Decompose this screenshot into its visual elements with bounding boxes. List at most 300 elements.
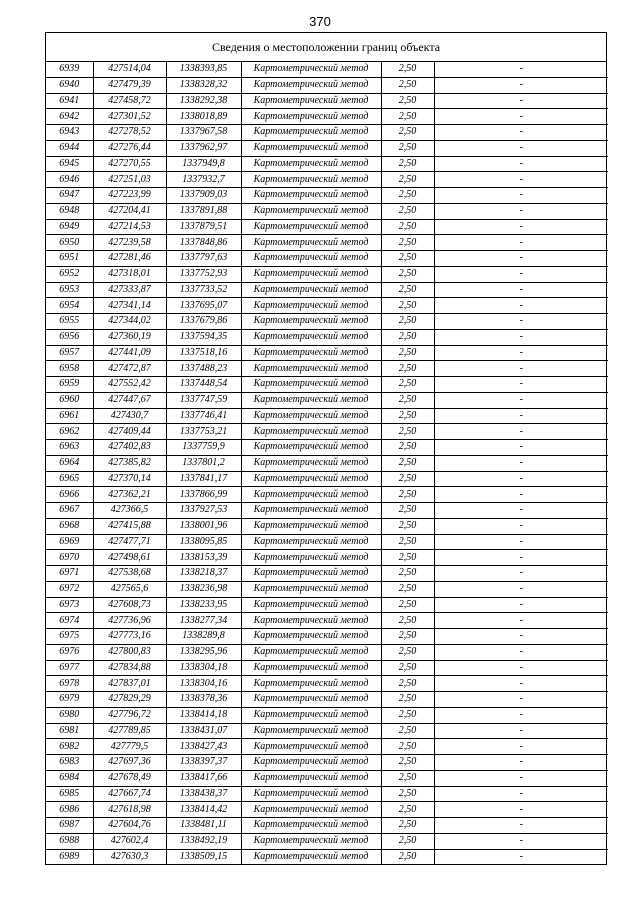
table-row xyxy=(46,156,608,172)
description-cell: - xyxy=(434,329,608,345)
description-cell: - xyxy=(434,62,608,77)
table-row xyxy=(46,723,608,739)
method-cell: Картометрический метод xyxy=(241,660,381,676)
y-coordinate-cell: 1337891,88 xyxy=(166,203,241,219)
method-cell: Картометрический метод xyxy=(241,597,381,613)
table-row xyxy=(46,140,608,156)
accuracy-cell: 2,50 xyxy=(381,692,434,708)
x-coordinate-cell: 427333,87 xyxy=(93,282,166,298)
method-cell: Картометрический метод xyxy=(241,235,381,251)
point-number-cell: 6946 xyxy=(46,172,93,188)
description-cell: - xyxy=(434,660,608,676)
y-coordinate-cell: 1338095,85 xyxy=(166,534,241,550)
x-coordinate-cell: 427276,44 xyxy=(93,140,166,156)
description-cell: - xyxy=(434,109,608,125)
point-number-cell: 6949 xyxy=(46,219,93,235)
table-row xyxy=(46,109,608,125)
y-coordinate-cell: 1337927,53 xyxy=(166,503,241,519)
page-number: 370 xyxy=(309,14,331,29)
method-cell: Картометрический метод xyxy=(241,581,381,597)
y-coordinate-cell: 1338481,11 xyxy=(166,818,241,834)
accuracy-cell: 2,50 xyxy=(381,251,434,267)
accuracy-cell: 2,50 xyxy=(381,550,434,566)
description-cell: - xyxy=(434,93,608,109)
table-row xyxy=(46,345,608,361)
method-cell: Картометрический метод xyxy=(241,219,381,235)
accuracy-cell: 2,50 xyxy=(381,755,434,771)
table-row xyxy=(46,629,608,645)
method-cell: Картометрический метод xyxy=(241,188,381,204)
description-cell: - xyxy=(434,172,608,188)
x-coordinate-cell: 427608,73 xyxy=(93,597,166,613)
x-coordinate-cell: 427430,7 xyxy=(93,408,166,424)
description-cell: - xyxy=(434,833,608,849)
y-coordinate-cell: 1337753,21 xyxy=(166,424,241,440)
point-number-cell: 6969 xyxy=(46,534,93,550)
description-cell: - xyxy=(434,440,608,456)
method-cell: Картометрический метод xyxy=(241,518,381,534)
y-coordinate-cell: 1337518,16 xyxy=(166,345,241,361)
accuracy-cell: 2,50 xyxy=(381,503,434,519)
table-row xyxy=(46,424,608,440)
description-cell: - xyxy=(434,644,608,660)
x-coordinate-cell: 427385,82 xyxy=(93,455,166,471)
y-coordinate-cell: 1338218,37 xyxy=(166,566,241,582)
table-row xyxy=(46,377,608,393)
point-number-cell: 6981 xyxy=(46,723,93,739)
point-number-cell: 6960 xyxy=(46,392,93,408)
method-cell: Картометрический метод xyxy=(241,203,381,219)
x-coordinate-cell: 427204,41 xyxy=(93,203,166,219)
accuracy-cell: 2,50 xyxy=(381,597,434,613)
table-row xyxy=(46,566,608,582)
x-coordinate-cell: 427779,5 xyxy=(93,739,166,755)
description-cell: - xyxy=(434,676,608,692)
method-cell: Картометрический метод xyxy=(241,172,381,188)
y-coordinate-cell: 1338492,19 xyxy=(166,833,241,849)
accuracy-cell: 2,50 xyxy=(381,802,434,818)
point-number-cell: 6988 xyxy=(46,833,93,849)
y-coordinate-cell: 1338378,36 xyxy=(166,692,241,708)
x-coordinate-cell: 427458,72 xyxy=(93,93,166,109)
method-cell: Картометрический метод xyxy=(241,282,381,298)
x-coordinate-cell: 427251,03 xyxy=(93,172,166,188)
y-coordinate-cell: 1337695,07 xyxy=(166,298,241,314)
accuracy-cell: 2,50 xyxy=(381,818,434,834)
method-cell: Картометрический метод xyxy=(241,613,381,629)
section-title: Сведения о местоположении границ объекта xyxy=(46,33,606,62)
y-coordinate-cell: 1337801,2 xyxy=(166,455,241,471)
method-cell: Картометрический метод xyxy=(241,503,381,519)
y-coordinate-cell: 1337962,97 xyxy=(166,140,241,156)
x-coordinate-cell: 427667,74 xyxy=(93,786,166,802)
y-coordinate-cell: 1338001,96 xyxy=(166,518,241,534)
point-number-cell: 6957 xyxy=(46,345,93,361)
table-row xyxy=(46,644,608,660)
method-cell: Картометрический метод xyxy=(241,534,381,550)
point-number-cell: 6985 xyxy=(46,786,93,802)
accuracy-cell: 2,50 xyxy=(381,156,434,172)
y-coordinate-cell: 1338236,98 xyxy=(166,581,241,597)
x-coordinate-cell: 427301,52 xyxy=(93,109,166,125)
x-coordinate-cell: 427318,01 xyxy=(93,266,166,282)
table-row xyxy=(46,550,608,566)
point-number-cell: 6975 xyxy=(46,629,93,645)
description-cell: - xyxy=(434,566,608,582)
method-cell: Картометрический метод xyxy=(241,345,381,361)
table-row xyxy=(46,203,608,219)
method-cell: Картометрический метод xyxy=(241,707,381,723)
description-cell: - xyxy=(434,503,608,519)
y-coordinate-cell: 1337759,9 xyxy=(166,440,241,456)
accuracy-cell: 2,50 xyxy=(381,125,434,141)
y-coordinate-cell: 1338414,18 xyxy=(166,707,241,723)
description-cell: - xyxy=(434,692,608,708)
y-coordinate-cell: 1338431,07 xyxy=(166,723,241,739)
accuracy-cell: 2,50 xyxy=(381,833,434,849)
accuracy-cell: 2,50 xyxy=(381,660,434,676)
boundary-table-frame xyxy=(45,32,607,865)
x-coordinate-cell: 427538,68 xyxy=(93,566,166,582)
table-row xyxy=(46,786,608,802)
description-cell: - xyxy=(434,629,608,645)
y-coordinate-cell: 1337967,58 xyxy=(166,125,241,141)
method-cell: Картометрический метод xyxy=(241,156,381,172)
description-cell: - xyxy=(434,723,608,739)
x-coordinate-cell: 427344,02 xyxy=(93,314,166,330)
accuracy-cell: 2,50 xyxy=(381,518,434,534)
point-number-cell: 6962 xyxy=(46,424,93,440)
y-coordinate-cell: 1338427,43 xyxy=(166,739,241,755)
table-row xyxy=(46,739,608,755)
x-coordinate-cell: 427736,96 xyxy=(93,613,166,629)
table-row xyxy=(46,282,608,298)
method-cell: Картометрический метод xyxy=(241,455,381,471)
description-cell: - xyxy=(434,581,608,597)
point-number-cell: 6941 xyxy=(46,93,93,109)
method-cell: Картометрический метод xyxy=(241,550,381,566)
x-coordinate-cell: 427552,42 xyxy=(93,377,166,393)
x-coordinate-cell: 427514,04 xyxy=(93,62,166,77)
method-cell: Картометрический метод xyxy=(241,298,381,314)
y-coordinate-cell: 1337879,51 xyxy=(166,219,241,235)
method-cell: Картометрический метод xyxy=(241,408,381,424)
table-row xyxy=(46,802,608,818)
x-coordinate-cell: 427447,67 xyxy=(93,392,166,408)
description-cell: - xyxy=(434,156,608,172)
x-coordinate-cell: 427472,87 xyxy=(93,361,166,377)
point-number-cell: 6983 xyxy=(46,755,93,771)
table-row xyxy=(46,818,608,834)
method-cell: Картометрический метод xyxy=(241,140,381,156)
method-cell: Картометрический метод xyxy=(241,487,381,503)
table-row xyxy=(46,455,608,471)
x-coordinate-cell: 427630,3 xyxy=(93,849,166,864)
description-cell: - xyxy=(434,408,608,424)
y-coordinate-cell: 1337752,93 xyxy=(166,266,241,282)
table-row xyxy=(46,503,608,519)
accuracy-cell: 2,50 xyxy=(381,455,434,471)
x-coordinate-cell: 427362,21 xyxy=(93,487,166,503)
accuracy-cell: 2,50 xyxy=(381,581,434,597)
table-row xyxy=(46,392,608,408)
point-number-cell: 6955 xyxy=(46,314,93,330)
description-cell: - xyxy=(434,266,608,282)
description-cell: - xyxy=(434,534,608,550)
point-number-cell: 6982 xyxy=(46,739,93,755)
table-row xyxy=(46,770,608,786)
method-cell: Картометрический метод xyxy=(241,471,381,487)
description-cell: - xyxy=(434,314,608,330)
point-number-cell: 6939 xyxy=(46,62,93,77)
y-coordinate-cell: 1338018,89 xyxy=(166,109,241,125)
point-number-cell: 6984 xyxy=(46,770,93,786)
point-number-cell: 6964 xyxy=(46,455,93,471)
description-cell: - xyxy=(434,424,608,440)
description-cell: - xyxy=(434,77,608,93)
y-coordinate-cell: 1337866,99 xyxy=(166,487,241,503)
point-number-cell: 6951 xyxy=(46,251,93,267)
table-row xyxy=(46,172,608,188)
table-row xyxy=(46,125,608,141)
point-number-cell: 6977 xyxy=(46,660,93,676)
y-coordinate-cell: 1338414,42 xyxy=(166,802,241,818)
method-cell: Картометрический метод xyxy=(241,392,381,408)
x-coordinate-cell: 427618,98 xyxy=(93,802,166,818)
description-cell: - xyxy=(434,739,608,755)
x-coordinate-cell: 427678,49 xyxy=(93,770,166,786)
table-row xyxy=(46,62,608,77)
accuracy-cell: 2,50 xyxy=(381,644,434,660)
description-cell: - xyxy=(434,188,608,204)
accuracy-cell: 2,50 xyxy=(381,361,434,377)
description-cell: - xyxy=(434,613,608,629)
x-coordinate-cell: 427796,72 xyxy=(93,707,166,723)
y-coordinate-cell: 1338509,15 xyxy=(166,849,241,864)
table-row xyxy=(46,329,608,345)
accuracy-cell: 2,50 xyxy=(381,849,434,864)
y-coordinate-cell: 1337594,35 xyxy=(166,329,241,345)
table-row xyxy=(46,440,608,456)
x-coordinate-cell: 427604,76 xyxy=(93,818,166,834)
x-coordinate-cell: 427409,44 xyxy=(93,424,166,440)
point-number-cell: 6943 xyxy=(46,125,93,141)
description-cell: - xyxy=(434,455,608,471)
y-coordinate-cell: 1338417,66 xyxy=(166,770,241,786)
accuracy-cell: 2,50 xyxy=(381,203,434,219)
description-cell: - xyxy=(434,251,608,267)
accuracy-cell: 2,50 xyxy=(381,140,434,156)
x-coordinate-cell: 427498,61 xyxy=(93,550,166,566)
method-cell: Картометрический метод xyxy=(241,377,381,393)
table-row xyxy=(46,755,608,771)
point-number-cell: 6989 xyxy=(46,849,93,864)
method-cell: Картометрический метод xyxy=(241,629,381,645)
method-cell: Картометрический метод xyxy=(241,440,381,456)
accuracy-cell: 2,50 xyxy=(381,345,434,361)
accuracy-cell: 2,50 xyxy=(381,770,434,786)
description-cell: - xyxy=(434,471,608,487)
point-number-cell: 6973 xyxy=(46,597,93,613)
accuracy-cell: 2,50 xyxy=(381,109,434,125)
x-coordinate-cell: 427278,52 xyxy=(93,125,166,141)
accuracy-cell: 2,50 xyxy=(381,392,434,408)
table-row xyxy=(46,314,608,330)
accuracy-cell: 2,50 xyxy=(381,298,434,314)
table-row xyxy=(46,298,608,314)
description-cell: - xyxy=(434,550,608,566)
method-cell: Картометрический метод xyxy=(241,849,381,864)
table-row xyxy=(46,597,608,613)
point-number-cell: 6987 xyxy=(46,818,93,834)
description-cell: - xyxy=(434,518,608,534)
accuracy-cell: 2,50 xyxy=(381,534,434,550)
x-coordinate-cell: 427477,71 xyxy=(93,534,166,550)
y-coordinate-cell: 1338295,96 xyxy=(166,644,241,660)
x-coordinate-cell: 427402,83 xyxy=(93,440,166,456)
x-coordinate-cell: 427360,19 xyxy=(93,329,166,345)
point-number-cell: 6940 xyxy=(46,77,93,93)
method-cell: Картометрический метод xyxy=(241,723,381,739)
accuracy-cell: 2,50 xyxy=(381,471,434,487)
y-coordinate-cell: 1337841,17 xyxy=(166,471,241,487)
table-row xyxy=(46,833,608,849)
point-number-cell: 6945 xyxy=(46,156,93,172)
y-coordinate-cell: 1338438,37 xyxy=(166,786,241,802)
description-cell: - xyxy=(434,235,608,251)
description-cell: - xyxy=(434,203,608,219)
x-coordinate-cell: 427479,39 xyxy=(93,77,166,93)
y-coordinate-cell: 1337488,23 xyxy=(166,361,241,377)
table-row xyxy=(46,534,608,550)
x-coordinate-cell: 427223,99 xyxy=(93,188,166,204)
point-number-cell: 6952 xyxy=(46,266,93,282)
method-cell: Картометрический метод xyxy=(241,424,381,440)
x-coordinate-cell: 427239,58 xyxy=(93,235,166,251)
x-coordinate-cell: 427800,83 xyxy=(93,644,166,660)
y-coordinate-cell: 1338397,37 xyxy=(166,755,241,771)
method-cell: Картометрический метод xyxy=(241,644,381,660)
point-number-cell: 6968 xyxy=(46,518,93,534)
x-coordinate-cell: 427366,5 xyxy=(93,503,166,519)
point-number-cell: 6978 xyxy=(46,676,93,692)
description-cell: - xyxy=(434,361,608,377)
y-coordinate-cell: 1337679,86 xyxy=(166,314,241,330)
y-coordinate-cell: 1337746,41 xyxy=(166,408,241,424)
method-cell: Картометрический метод xyxy=(241,329,381,345)
x-coordinate-cell: 427773,16 xyxy=(93,629,166,645)
table-row xyxy=(46,707,608,723)
table-row xyxy=(46,487,608,503)
y-coordinate-cell: 1337747,59 xyxy=(166,392,241,408)
y-coordinate-cell: 1337909,03 xyxy=(166,188,241,204)
method-cell: Картометрический метод xyxy=(241,361,381,377)
y-coordinate-cell: 1338277,34 xyxy=(166,613,241,629)
y-coordinate-cell: 1338393,85 xyxy=(166,62,241,77)
point-number-cell: 6976 xyxy=(46,644,93,660)
table-row xyxy=(46,849,608,864)
accuracy-cell: 2,50 xyxy=(381,219,434,235)
accuracy-cell: 2,50 xyxy=(381,377,434,393)
method-cell: Картометрический метод xyxy=(241,314,381,330)
y-coordinate-cell: 1338289,8 xyxy=(166,629,241,645)
y-coordinate-cell: 1338328,32 xyxy=(166,77,241,93)
point-number-cell: 6967 xyxy=(46,503,93,519)
accuracy-cell: 2,50 xyxy=(381,329,434,345)
point-number-cell: 6942 xyxy=(46,109,93,125)
accuracy-cell: 2,50 xyxy=(381,424,434,440)
accuracy-cell: 2,50 xyxy=(381,487,434,503)
y-coordinate-cell: 1337949,8 xyxy=(166,156,241,172)
x-coordinate-cell: 427602,4 xyxy=(93,833,166,849)
point-number-cell: 6950 xyxy=(46,235,93,251)
y-coordinate-cell: 1337733,52 xyxy=(166,282,241,298)
table-row xyxy=(46,77,608,93)
method-cell: Картометрический метод xyxy=(241,62,381,77)
accuracy-cell: 2,50 xyxy=(381,707,434,723)
method-cell: Картометрический метод xyxy=(241,93,381,109)
table-row xyxy=(46,266,608,282)
description-cell: - xyxy=(434,125,608,141)
y-coordinate-cell: 1337932,7 xyxy=(166,172,241,188)
point-number-cell: 6974 xyxy=(46,613,93,629)
accuracy-cell: 2,50 xyxy=(381,566,434,582)
description-cell: - xyxy=(434,282,608,298)
accuracy-cell: 2,50 xyxy=(381,786,434,802)
accuracy-cell: 2,50 xyxy=(381,266,434,282)
table-row xyxy=(46,581,608,597)
point-number-cell: 6954 xyxy=(46,298,93,314)
method-cell: Картометрический метод xyxy=(241,770,381,786)
table-row xyxy=(46,235,608,251)
description-cell: - xyxy=(434,802,608,818)
x-coordinate-cell: 427270,55 xyxy=(93,156,166,172)
accuracy-cell: 2,50 xyxy=(381,77,434,93)
description-cell: - xyxy=(434,597,608,613)
boundary-points-body xyxy=(46,62,608,864)
description-cell: - xyxy=(434,298,608,314)
accuracy-cell: 2,50 xyxy=(381,188,434,204)
y-coordinate-cell: 1338153,39 xyxy=(166,550,241,566)
table-row xyxy=(46,188,608,204)
point-number-cell: 6947 xyxy=(46,188,93,204)
point-number-cell: 6953 xyxy=(46,282,93,298)
accuracy-cell: 2,50 xyxy=(381,62,434,77)
table-row xyxy=(46,93,608,109)
y-coordinate-cell: 1337848,86 xyxy=(166,235,241,251)
x-coordinate-cell: 427415,88 xyxy=(93,518,166,534)
method-cell: Картометрический метод xyxy=(241,739,381,755)
point-number-cell: 6970 xyxy=(46,550,93,566)
table-row xyxy=(46,251,608,267)
description-cell: - xyxy=(434,140,608,156)
point-number-cell: 6965 xyxy=(46,471,93,487)
method-cell: Картометрический метод xyxy=(241,251,381,267)
accuracy-cell: 2,50 xyxy=(381,235,434,251)
x-coordinate-cell: 427789,85 xyxy=(93,723,166,739)
description-cell: - xyxy=(434,755,608,771)
description-cell: - xyxy=(434,487,608,503)
table-row xyxy=(46,660,608,676)
point-number-cell: 6980 xyxy=(46,707,93,723)
method-cell: Картометрический метод xyxy=(241,692,381,708)
point-number-cell: 6961 xyxy=(46,408,93,424)
accuracy-cell: 2,50 xyxy=(381,440,434,456)
table-row xyxy=(46,518,608,534)
point-number-cell: 6966 xyxy=(46,487,93,503)
table-row xyxy=(46,613,608,629)
table-row xyxy=(46,676,608,692)
